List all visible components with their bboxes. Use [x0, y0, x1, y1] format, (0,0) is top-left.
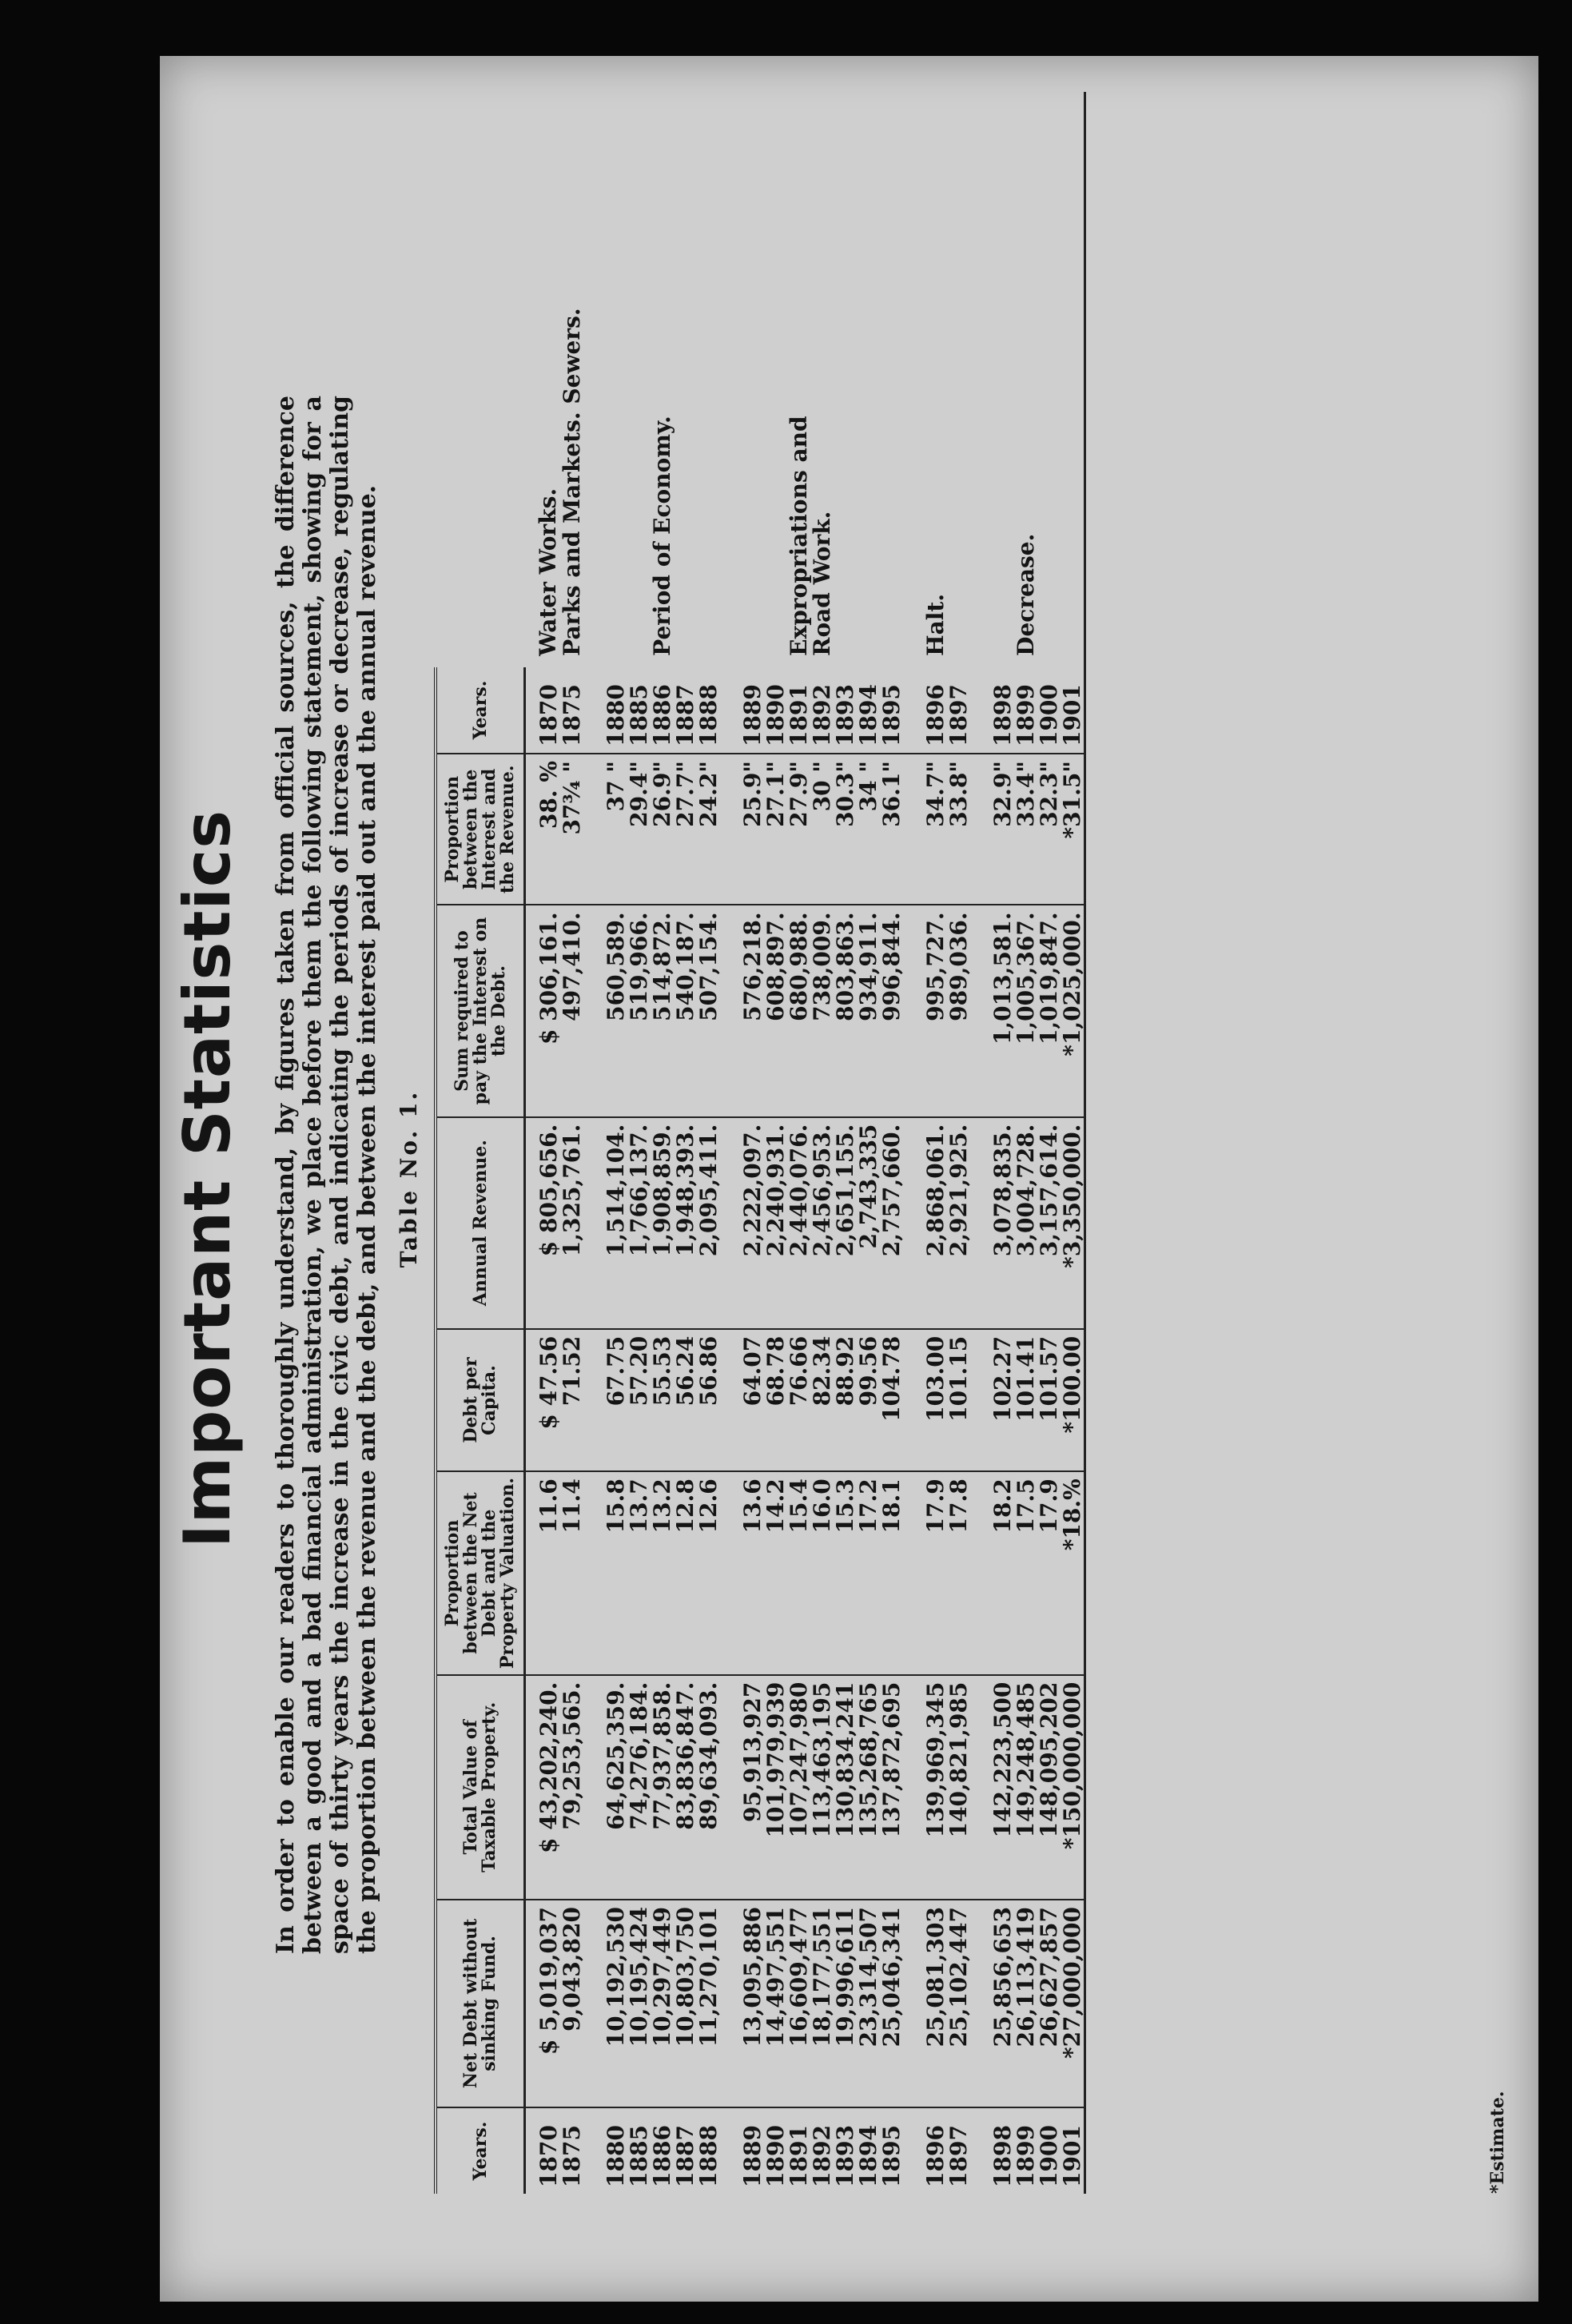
proportion-interest-revenue-cell: 34.7" — [924, 754, 947, 905]
proportion-interest-revenue-cell: 30 " — [810, 754, 834, 905]
proportion-debt-valuation-cell: 15.8 — [604, 1471, 627, 1674]
table-row — [604, 92, 627, 2194]
debt-per-capita-cell: 68.78 — [764, 1329, 787, 1472]
annual-revenue-cell: $ 805,656. — [525, 1117, 561, 1329]
header-years: Years. — [436, 2107, 525, 2194]
document-page — [160, 56, 1538, 2302]
net-debt-cell: 25,046,341 — [880, 1900, 903, 2107]
year-repeat-cell: 1894 — [857, 667, 880, 754]
interest-sum-cell: 1,005,367. — [1014, 905, 1037, 1116]
annual-revenue-cell: 1,325,761. — [560, 1117, 583, 1329]
net-debt-cell: 26,627,857 — [1037, 1900, 1061, 2107]
period-note-cell — [697, 92, 720, 667]
table-row — [991, 92, 1014, 2194]
taxable-property-cell: 77,937,858. — [651, 1675, 674, 1900]
proportion-debt-valuation-cell: 12.8 — [674, 1471, 697, 1674]
year-cell: 1901 — [1061, 2107, 1085, 2194]
year-repeat-cell: 1870 — [525, 667, 561, 754]
annual-revenue-cell: 2,095,411. — [697, 1117, 720, 1329]
year-cell: 1894 — [855, 2125, 882, 2187]
annual-revenue-cell: 1,514,104. — [604, 1117, 627, 1329]
year-repeat-cell: 1885 — [627, 667, 651, 754]
interest-sum-cell: 514,872. — [651, 905, 674, 1116]
annual-revenue-cell: 1,908,859. — [651, 1117, 674, 1329]
taxable-property-cell: 74,276,184. — [627, 1675, 651, 1900]
proportion-debt-valuation-cell: 11.4 — [560, 1471, 583, 1674]
table-row — [834, 92, 857, 2194]
year-cell: 1888 — [695, 2125, 722, 2187]
net-debt-cell: 25,102,447 — [947, 1900, 970, 2107]
year-repeat-cell: 1896 — [924, 667, 947, 754]
interest-sum-cell: 803,863. — [834, 905, 857, 1116]
taxable-property-cell: 139,969,345 — [924, 1675, 947, 1900]
debt-per-capita-cell: 82.34 — [810, 1329, 834, 1472]
table-row — [1061, 92, 1085, 2194]
table-row — [924, 92, 947, 2194]
table-row — [560, 92, 583, 2194]
taxable-property-cell: 137,872,695 — [880, 1675, 903, 1900]
interest-sum-cell: 989,036. — [947, 905, 970, 1116]
interest-sum-cell: *1,025,000. — [1061, 905, 1085, 1116]
year-cell: 1897 — [945, 2125, 972, 2187]
taxable-property-cell: 89,634,093. — [697, 1675, 720, 1900]
table-header-row — [436, 92, 525, 2194]
net-debt-cell: 25,856,653 — [991, 1900, 1014, 2107]
period-note-cell — [741, 92, 764, 667]
year-cell: 1886 — [649, 2125, 675, 2187]
page-title: Important Statistics — [170, 810, 245, 1548]
year-cell: 1900 — [1036, 2125, 1062, 2187]
debt-per-capita-cell: 71.52 — [560, 1329, 583, 1472]
proportion-debt-valuation-cell: 17.8 — [947, 1471, 970, 1674]
group-spacer — [720, 92, 741, 2194]
debt-per-capita-cell: 55.53 — [651, 1329, 674, 1472]
header-interest-sum: Sum required to pay the Interest on the Debt. — [436, 905, 525, 1116]
debt-per-capita-cell: 101.41 — [1014, 1329, 1037, 1472]
net-debt-cell: 23,314,507 — [857, 1900, 880, 2107]
proportion-interest-revenue-cell: 27.7" — [674, 754, 697, 905]
annual-revenue-cell: 2,921,925. — [947, 1117, 970, 1329]
proportion-debt-valuation-cell: 13.7 — [627, 1471, 651, 1674]
taxable-property-cell: $ 43,202,240. — [525, 1675, 561, 1900]
year-repeat-cell: 1887 — [674, 667, 697, 754]
proportion-interest-revenue-cell: 26.9" — [651, 754, 674, 905]
table-row — [880, 92, 903, 2194]
interest-sum-cell: 995,727. — [924, 905, 947, 1116]
header-notes — [436, 92, 525, 667]
year-cell: 1880 — [603, 2125, 629, 2187]
proportion-interest-revenue-cell: 27.9" — [787, 754, 810, 905]
year-cell: 1890 — [762, 2125, 789, 2187]
net-debt-cell: 10,192,530 — [604, 1900, 627, 2107]
table-row — [947, 92, 970, 2194]
net-debt-cell: 10,803,750 — [674, 1900, 697, 2107]
proportion-debt-valuation-cell: *18.% — [1061, 1471, 1085, 1674]
annual-revenue-cell: *3,350,000. — [1061, 1117, 1085, 1329]
annual-revenue-cell: 1,948,393. — [674, 1117, 697, 1329]
year-repeat-cell: 1898 — [991, 667, 1014, 754]
proportion-debt-valuation-cell: 12.6 — [697, 1471, 720, 1674]
taxable-property-cell: 140,821,985 — [947, 1675, 970, 1900]
proportion-interest-revenue-cell: 25.9" — [741, 754, 764, 905]
header-annual-revenue: Annual Revenue. — [436, 1117, 525, 1329]
debt-per-capita-cell: 99.56 — [857, 1329, 880, 1472]
debt-per-capita-cell: 101.15 — [947, 1329, 970, 1472]
year-cell: 1885 — [626, 2125, 652, 2187]
taxable-property-cell: 107,247,980 — [787, 1675, 810, 1900]
table-row — [674, 92, 697, 2194]
year-cell: 1891 — [786, 2125, 812, 2187]
period-note-cell: Decrease. — [1013, 533, 1039, 656]
year-cell: 1895 — [878, 2125, 905, 2187]
period-note-cell — [1061, 92, 1085, 667]
period-note-cell: Halt. — [922, 593, 949, 656]
interest-sum-cell: 1,013,581. — [991, 905, 1014, 1116]
interest-sum-cell: 519,966. — [627, 905, 651, 1116]
statistics-table — [434, 92, 1086, 2194]
debt-per-capita-cell: 104.78 — [880, 1329, 903, 1472]
taxable-property-cell: 142,223,500 — [991, 1675, 1014, 1900]
table-body — [525, 92, 1085, 2194]
period-note-cell — [1037, 92, 1061, 667]
table-row — [810, 92, 834, 2194]
interest-sum-cell: 560,589. — [604, 905, 627, 1116]
period-note-cell: Period of Economy. — [649, 416, 675, 656]
table-row — [1014, 92, 1037, 2194]
period-note-cell — [674, 92, 697, 667]
debt-per-capita-cell: 88.92 — [834, 1329, 857, 1472]
year-repeat-cell: 1901 — [1061, 667, 1085, 754]
period-note-cell: Parks and Markets. Sewers. — [559, 308, 585, 656]
group-spacer — [583, 92, 604, 2194]
proportion-interest-revenue-cell: 29.4" — [627, 754, 651, 905]
taxable-property-cell: 101,979,939 — [764, 1675, 787, 1900]
net-debt-cell: *27,000,000 — [1061, 1900, 1085, 2107]
proportion-debt-valuation-cell: 15.3 — [834, 1471, 857, 1674]
interest-sum-cell: 1,019,847. — [1037, 905, 1061, 1116]
debt-per-capita-cell: $ 47.56 — [525, 1329, 561, 1472]
annual-revenue-cell: 2,240,931. — [764, 1117, 787, 1329]
debt-per-capita-cell: 64.07 — [741, 1329, 764, 1472]
proportion-debt-valuation-cell: 17.9 — [924, 1471, 947, 1674]
debt-per-capita-cell: *100.00 — [1061, 1329, 1085, 1472]
debt-per-capita-cell: 56.24 — [674, 1329, 697, 1472]
proportion-debt-valuation-cell: 13.6 — [741, 1471, 764, 1674]
period-note-cell — [991, 92, 1014, 667]
annual-revenue-cell: 3,157,614. — [1037, 1117, 1061, 1329]
year-cell: 1889 — [739, 2125, 766, 2187]
proportion-interest-revenue-cell: 32.3" — [1037, 754, 1061, 905]
debt-per-capita-cell: 102.27 — [991, 1329, 1014, 1472]
year-repeat-cell: 1890 — [764, 667, 787, 754]
debt-per-capita-cell: 101.57 — [1037, 1329, 1061, 1472]
year-cell: 1892 — [809, 2125, 835, 2187]
proportion-interest-revenue-cell: 34 " — [857, 754, 880, 905]
year-cell: 1870 — [535, 2125, 562, 2187]
debt-per-capita-cell: 76.66 — [787, 1329, 810, 1472]
period-note-cell — [604, 92, 627, 667]
header-proportion-interest-revenue: Proportion between the Interest and the Revenue. — [436, 754, 525, 905]
debt-per-capita-cell: 57.20 — [627, 1329, 651, 1472]
proportion-debt-valuation-cell: 17.5 — [1014, 1471, 1037, 1674]
annual-revenue-cell: 2,743,335 — [857, 1117, 880, 1329]
interest-sum-cell: 934,911. — [857, 905, 880, 1116]
net-debt-cell: 11,270,101 — [697, 1900, 720, 2107]
period-note-cell: Road Work. — [809, 511, 835, 656]
year-repeat-cell: 1875 — [560, 667, 583, 754]
debt-per-capita-cell: 56.86 — [697, 1329, 720, 1472]
taxable-property-cell: *150,000,000 — [1061, 1675, 1085, 1900]
interest-sum-cell: 608,897. — [764, 905, 787, 1116]
year-repeat-cell: 1895 — [880, 667, 903, 754]
interest-sum-cell: 680,988. — [787, 905, 810, 1116]
taxable-property-cell: 79,253,565. — [560, 1675, 583, 1900]
rotated-content — [170, 68, 1529, 2290]
proportion-debt-valuation-cell: 16.0 — [810, 1471, 834, 1674]
year-repeat-cell: 1891 — [787, 667, 810, 754]
table-caption: Table No. 1. — [396, 1089, 422, 1268]
proportion-interest-revenue-cell: 30.3" — [834, 754, 857, 905]
net-debt-cell: 14,497,551 — [764, 1900, 787, 2107]
net-debt-cell: 18,177,551 — [810, 1900, 834, 2107]
proportion-interest-revenue-cell: 33.4" — [1014, 754, 1037, 905]
period-note-cell — [857, 92, 880, 667]
annual-revenue-cell: 3,078,835. — [991, 1117, 1014, 1329]
net-debt-cell: 13,095,886 — [741, 1900, 764, 2107]
proportion-debt-valuation-cell: 17.9 — [1037, 1471, 1061, 1674]
table-row — [1037, 92, 1061, 2194]
interest-sum-cell: 996,844. — [880, 905, 903, 1116]
proportion-debt-valuation-cell: 18.1 — [880, 1471, 903, 1674]
group-spacer — [903, 92, 924, 2194]
proportion-interest-revenue-cell: 24.2" — [697, 754, 720, 905]
year-repeat-cell: 1892 — [810, 667, 834, 754]
taxable-property-cell: 83,836,847. — [674, 1675, 697, 1900]
period-note-cell: Water Works. — [535, 487, 562, 656]
taxable-property-cell: 130,834,241 — [834, 1675, 857, 1900]
annual-revenue-cell: 2,757,660. — [880, 1117, 903, 1329]
proportion-debt-valuation-cell: 17.2 — [857, 1471, 880, 1674]
proportion-interest-revenue-cell: 38. % — [525, 754, 561, 905]
year-cell: 1893 — [832, 2125, 858, 2187]
year-repeat-cell: 1889 — [741, 667, 764, 754]
year-repeat-cell: 1888 — [697, 667, 720, 754]
period-note-cell — [834, 92, 857, 667]
proportion-interest-revenue-cell: 37¾ " — [560, 754, 583, 905]
year-cell: 1898 — [989, 2125, 1016, 2187]
taxable-property-cell: 95,913,927 — [741, 1675, 764, 1900]
interest-sum-cell: 540,187. — [674, 905, 697, 1116]
table-row — [525, 92, 561, 2194]
debt-per-capita-cell: 67.75 — [604, 1329, 627, 1472]
period-note-cell: Expropriations and — [786, 416, 812, 656]
annual-revenue-cell: 2,456,953. — [810, 1117, 834, 1329]
period-note-cell — [764, 92, 787, 667]
interest-sum-cell: 576,218. — [741, 905, 764, 1116]
year-repeat-cell: 1886 — [651, 667, 674, 754]
proportion-interest-revenue-cell: 33.8" — [947, 754, 970, 905]
debt-per-capita-cell: 103.00 — [924, 1329, 947, 1472]
table-row — [787, 92, 810, 2194]
table-row — [741, 92, 764, 2194]
annual-revenue-cell: 2,222,097. — [741, 1117, 764, 1329]
table-row — [857, 92, 880, 2194]
taxable-property-cell: 148,095,202 — [1037, 1675, 1061, 1900]
year-repeat-cell: 1899 — [1014, 667, 1037, 754]
interest-sum-cell: 507,154. — [697, 905, 720, 1116]
net-debt-cell: 16,609,477 — [787, 1900, 810, 2107]
net-debt-cell: $ 5,019,037 — [525, 1900, 561, 2107]
header-years-2: Years. — [436, 667, 525, 754]
intro-paragraph: In order to enable our readers to thoroughly understand, by figures taken from official sources, the difference between a good and a bad financial administration, we place before them the following statement, showing for a space of thirty years the increase in the civic debt, and indicating the periods of increase or decrease, regulating the proportion between the revenue and the debt, and between the interest paid out and the annual revenue. — [272, 396, 381, 1954]
period-note-cell — [947, 92, 970, 667]
taxable-property-cell: 64,625,359. — [604, 1675, 627, 1900]
proportion-debt-valuation-cell: 15.4 — [787, 1471, 810, 1674]
year-repeat-cell: 1897 — [947, 667, 970, 754]
taxable-property-cell: 149,248,485 — [1014, 1675, 1037, 1900]
year-repeat-cell: 1880 — [604, 667, 627, 754]
annual-revenue-cell: 1,766,137. — [627, 1117, 651, 1329]
header-taxable-property: Total Value of Taxable Property. — [436, 1675, 525, 1900]
taxable-property-cell: 135,268,765 — [857, 1675, 880, 1900]
year-cell: 1899 — [1013, 2125, 1039, 2187]
net-debt-cell: 19,996,611 — [834, 1900, 857, 2107]
period-note-cell — [880, 92, 903, 667]
footnote: *Estimate. — [1487, 2091, 1508, 2194]
proportion-debt-valuation-cell: 13.2 — [651, 1471, 674, 1674]
year-repeat-cell: 1893 — [834, 667, 857, 754]
proportion-interest-revenue-cell: 37 " — [604, 754, 627, 905]
proportion-interest-revenue-cell: 32.9" — [991, 754, 1014, 905]
net-debt-cell: 9,043,820 — [560, 1900, 583, 2107]
interest-sum-cell: 497,410. — [560, 905, 583, 1116]
group-spacer — [970, 92, 991, 2194]
year-cell: 1896 — [922, 2125, 949, 2187]
year-cell: 1887 — [672, 2125, 698, 2187]
year-repeat-cell: 1900 — [1037, 667, 1061, 754]
table-row — [764, 92, 787, 2194]
table-row — [697, 92, 720, 2194]
interest-sum-cell: 738,009. — [810, 905, 834, 1116]
proportion-debt-valuation-cell: 11.6 — [525, 1471, 561, 1674]
annual-revenue-cell: 2,868,061. — [924, 1117, 947, 1329]
taxable-property-cell: 113,463,195 — [810, 1675, 834, 1900]
header-net-debt: Net Debt without sinking Fund. — [436, 1900, 525, 2107]
proportion-debt-valuation-cell: 18.2 — [991, 1471, 1014, 1674]
annual-revenue-cell: 3,004,728. — [1014, 1117, 1037, 1329]
annual-revenue-cell: 2,651,155. — [834, 1117, 857, 1329]
period-note-cell — [627, 92, 651, 667]
header-proportion-debt-valuation: Proportion between the Net Debt and the Property Valuation. — [436, 1471, 525, 1674]
proportion-interest-revenue-cell: 27.1" — [764, 754, 787, 905]
proportion-interest-revenue-cell: 36.1" — [880, 754, 903, 905]
net-debt-cell: 10,195,424 — [627, 1900, 651, 2107]
net-debt-cell: 25,081,303 — [924, 1900, 947, 2107]
annual-revenue-cell: 2,440,076. — [787, 1117, 810, 1329]
table-row — [627, 92, 651, 2194]
interest-sum-cell: $ 306,161. — [525, 905, 561, 1116]
proportion-interest-revenue-cell: *31.5" — [1061, 754, 1085, 905]
proportion-debt-valuation-cell: 14.2 — [764, 1471, 787, 1674]
header-debt-per-capita: Debt per Capita. — [436, 1329, 525, 1472]
table-row — [651, 92, 674, 2194]
year-cell: 1875 — [559, 2125, 585, 2187]
net-debt-cell: 26,113,419 — [1014, 1900, 1037, 2107]
net-debt-cell: 10,297,449 — [651, 1900, 674, 2107]
